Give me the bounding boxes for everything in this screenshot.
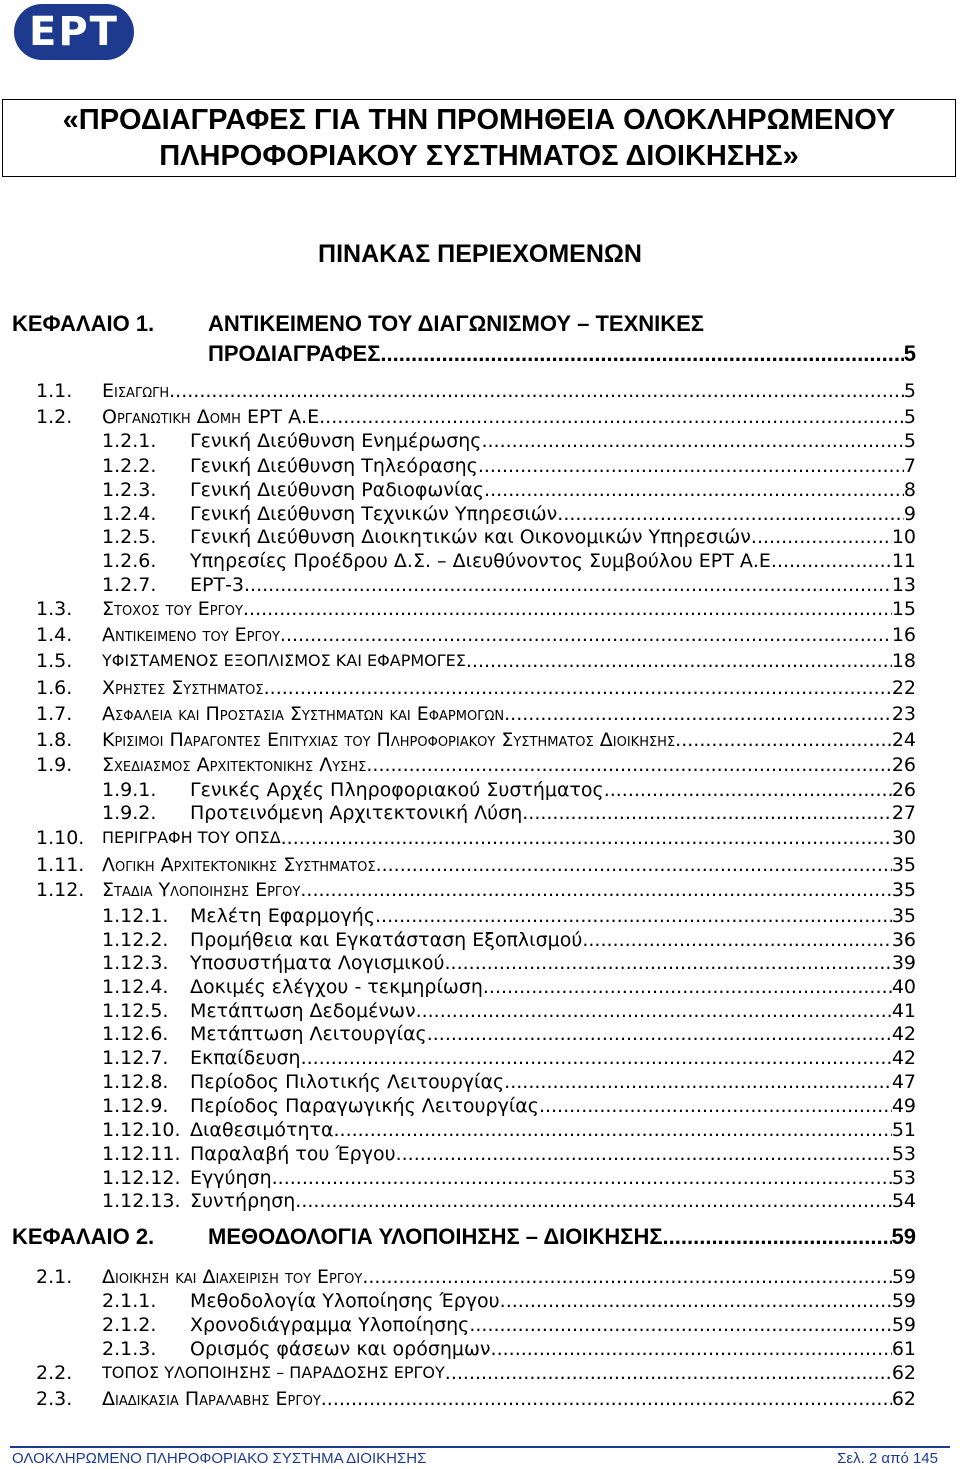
toc-entry-title: Προτεινόμενη Αρχιτεκτονική Λύση (190, 802, 523, 824)
toc-entry-number: 1.12.3. (102, 952, 169, 974)
toc-entry-number: 1.12.4. (102, 976, 169, 998)
toc-entry-page: 36 (891, 929, 916, 951)
toc-entry-title: Κρισιμοι Παραγοντες Επιτυχιας του Πληροφοριακου Συστηματος Διοικησης (102, 729, 676, 751)
leader-dots (445, 950, 892, 976)
toc-entry-title: Χρηστες Συστηματος (102, 677, 264, 699)
toc-entry[interactable] (36, 877, 916, 903)
toc-entry[interactable] (36, 701, 916, 727)
toc-entry-page: 10 (891, 526, 916, 548)
leader-dots (375, 903, 892, 929)
toc-entry-title: Εγγύηση (190, 1167, 272, 1189)
toc-entry-page: 42 (891, 1023, 916, 1045)
leader-dots (281, 825, 892, 851)
toc-entry-page: 27 (891, 802, 916, 824)
leader-dots (675, 727, 892, 753)
toc-entry-title: Ασφαλεια και Προστασια Συστηματων και Εφαρμογων (102, 703, 505, 725)
toc-entry[interactable] (36, 974, 916, 1000)
toc-entry-number: 1.12.7. (102, 1047, 169, 1069)
toc-entry[interactable] (36, 596, 916, 622)
toc-entry-page: 53 (891, 1143, 916, 1165)
toc-entry-page: 7 (903, 455, 916, 477)
toc-entry-page: 35 (891, 905, 916, 927)
toc-entry-number: 1.5. (36, 650, 73, 672)
toc-entry-page: 62 (891, 1362, 916, 1384)
chapter-1-label: ΚΕΦΑΛΑΙΟ 1. (12, 311, 155, 336)
document-title-line2: ΠΛΗΡΟΦΟΡΙΑΚΟΥ ΣΥΣΤΗΜΑΤΟΣ ΔΙΟΙΚΗΣΗΣ» (159, 140, 799, 172)
toc-entry[interactable] (36, 1021, 916, 1047)
toc-entry-page: 5 (903, 406, 916, 428)
toc-entry-page: 47 (891, 1071, 916, 1093)
toc-entry-page: 62 (891, 1388, 916, 1410)
toc-entry-title: Γενική Διεύθυνση Διοικητικών και Οικονομικών Υπηρεσιών (190, 526, 751, 548)
chapter-2-label: ΚΕΦΑΛΑΙΟ 2. (12, 1224, 155, 1249)
toc-entry[interactable] (36, 825, 916, 851)
toc-entry-title: Οργανωτικη Δομη ΕΡΤ Α.Ε. (102, 406, 326, 428)
toc-entry-number: 1.9.2. (102, 802, 157, 824)
document-title-box (2, 99, 956, 177)
toc-entry[interactable] (36, 852, 916, 878)
chapter-2-page: 59 (891, 1224, 916, 1249)
leader-dots (483, 974, 892, 1000)
toc-entry-title: Χρονοδιάγραμμα Υλοποίησης (190, 1314, 470, 1336)
toc-entry-page: 59 (891, 1290, 916, 1312)
leader-dots (376, 852, 892, 878)
toc-entry-page: 51 (891, 1119, 916, 1141)
chapter-1-page: 5 (903, 341, 916, 366)
toc-entry-number: 1.12. (36, 879, 85, 901)
toc-entry-title: ΤΟΠΟΣ ΥΛΟΠΟΙΗΣΗΣ – ΠΑΡΑΔΟΣΗΣ ΕΡΓΟΥ (102, 1363, 445, 1382)
leader-dots (539, 1093, 892, 1119)
toc-entry-title: Παραλαβή του Έργου (190, 1143, 396, 1165)
toc-entry-title: Διοικηση και Διαχειριση του Εργου (102, 1266, 363, 1288)
leader-dots (504, 1069, 892, 1095)
toc-entry-title: ΕΡΤ-3 (190, 574, 245, 596)
toc-entry-number: 1.11. (36, 854, 85, 876)
toc-entry-number: 1.12.5. (102, 1000, 169, 1022)
toc-entry[interactable] (36, 404, 916, 430)
toc-entry-title: Ορισμός φάσεων και ορόσημων (190, 1338, 491, 1360)
leader-dots (484, 477, 904, 503)
toc-entry-number: 1.12.9. (102, 1095, 169, 1117)
toc-entry-number: 1.2.4. (102, 503, 157, 525)
toc-entry[interactable] (36, 1141, 916, 1167)
leader-dots (500, 1288, 892, 1314)
leader-dots (321, 1386, 892, 1412)
chapter-2-heading[interactable] (12, 1222, 916, 1252)
leader-dots (362, 1264, 891, 1290)
leader-dots (663, 1222, 892, 1252)
toc-entry-number: 1.7. (36, 703, 73, 725)
leader-dots (478, 453, 904, 479)
toc-entry-number: 2.1.1. (102, 1290, 157, 1312)
toc-entry-page: 39 (891, 952, 916, 974)
toc-entry-title: Εισαγωγη (102, 380, 170, 402)
toc-entry[interactable] (36, 378, 916, 404)
toc-entry-number: 2.3. (36, 1388, 73, 1410)
toc-entry-number: 1.6. (36, 677, 73, 699)
toc-entry-title: Εκπαίδευση (190, 1047, 301, 1069)
toc-entry-page: 23 (891, 703, 916, 725)
toc-entry-title: Λογικη Αρχιτεκτονικης Συστηματος (102, 854, 376, 876)
toc-entry-page: 9 (903, 503, 916, 525)
toc-entry[interactable] (36, 800, 916, 826)
leader-dots (366, 752, 891, 778)
toc-entry-number: 1.4. (36, 624, 73, 646)
toc-entry-page: 16 (891, 624, 916, 646)
toc-entry[interactable] (36, 1312, 916, 1338)
toc-entry-number: 1.2.2. (102, 455, 157, 477)
toc-entry[interactable] (36, 453, 916, 479)
toc-entry[interactable] (36, 752, 916, 778)
toc-entry-title: Υπηρεσίες Προέδρου Δ.Σ. – Διευθύνοντος Συμβούλου ΕΡΤ Α.Ε. (190, 550, 777, 572)
toc-entry[interactable] (36, 1360, 916, 1386)
toc-entry-title: Προμήθεια και Εγκατάσταση Εξοπλισμού (190, 929, 583, 951)
toc-entry-title: Αντικειμενο του Εργου (102, 624, 280, 646)
toc-entry-number: 1.2.5. (102, 526, 157, 548)
toc-entry-number: 1.1. (36, 380, 73, 402)
toc-entry-number: 1.3. (36, 598, 73, 620)
toc-entry-title: Γενική Διεύθυνση Ραδιοφωνίας (190, 479, 485, 501)
toc-entry-number: 1.8. (36, 729, 73, 751)
toc-entry-page: 59 (891, 1266, 916, 1288)
toc-entry[interactable] (36, 950, 916, 976)
toc-entry-number: 1.12.1. (102, 905, 169, 927)
toc-entry-number: 1.12.2. (102, 929, 169, 951)
toc-entry-title: Μελέτη Εφαρμογής (190, 905, 375, 927)
leader-dots (777, 548, 892, 574)
toc-entry-title: ΥΦΙΣΤΑΜΕΝΟΣ ΕΞΟΠΛΙΣΜΟΣ ΚΑΙ ΕΦΑΡΜΟΓΕΣ (102, 651, 466, 670)
leader-dots (280, 622, 892, 648)
leader-dots (325, 404, 904, 430)
toc-entry[interactable] (36, 675, 916, 701)
toc-entry-number: 2.1.3. (102, 1338, 157, 1360)
toc-entry[interactable] (36, 1117, 916, 1143)
toc-entry-title: Συντήρηση (190, 1190, 296, 1212)
toc-entry-page: 35 (891, 854, 916, 876)
document-title-line1: «ΠΡΟΔΙΑΓΡΑΦΕΣ ΓΙΑ ΤΗΝ ΠΡΟΜΗΘΕΙΑ ΟΛΟΚΛΗΡΩΜΕΝΟΥ (62, 104, 896, 136)
toc-entry[interactable] (36, 903, 916, 929)
leader-dots (301, 1045, 892, 1071)
toc-entry[interactable] (36, 648, 916, 674)
chapter-1-title-line2: ΠΡΟΔΙΑΓΡΑΦΕΣ (208, 341, 381, 366)
leader-dots (466, 648, 892, 674)
toc-entry-title: Γενική Διεύθυνση Τεχνικών Υπηρεσιών (190, 503, 558, 525)
toc-entry-title: Διαδικασια Παραλαβης Εργου (102, 1388, 321, 1410)
leader-dots (333, 1117, 891, 1143)
toc-entry-number: 1.12.10. (102, 1119, 181, 1141)
toc-entry-page: 26 (891, 754, 916, 776)
leader-dots (751, 524, 892, 550)
leader-dots (504, 701, 892, 727)
toc-entry-page: 54 (891, 1190, 916, 1212)
toc-entry-title: Γενική Διεύθυνση Ενημέρωσης (190, 430, 482, 452)
toc-entry-page: 15 (891, 598, 916, 620)
toc-entry[interactable] (36, 1386, 916, 1412)
toc-entry-page: 61 (891, 1338, 916, 1360)
leader-dots (169, 378, 904, 404)
toc-entry-title: Γενικές Αρχές Πληροφοριακού Συστήματος (190, 779, 604, 801)
chapter-1-heading[interactable] (12, 309, 952, 339)
toc-entry-page: 42 (891, 1047, 916, 1069)
toc-entry-page: 11 (891, 550, 916, 572)
toc-entry[interactable] (36, 572, 916, 598)
leader-dots (522, 800, 892, 826)
toc-entry[interactable] (36, 1093, 916, 1119)
toc-entry-page: 59 (891, 1314, 916, 1336)
toc-entry-number: 2.1. (36, 1266, 73, 1288)
toc-entry[interactable] (36, 524, 916, 550)
toc-entry-page: 41 (891, 1000, 916, 1022)
leader-dots (243, 596, 892, 622)
toc-entry-page: 5 (903, 380, 916, 402)
toc-entry-page: 40 (891, 976, 916, 998)
toc-entry-title: Δοκιμές ελέγχου - τεκμηρίωση (190, 976, 483, 998)
leader-dots (491, 1336, 892, 1362)
footer-title: ΟΛΟΚΛΗΡΩΜΕΝΟ ΠΛΗΡΟΦΟΡΙΑΚΟ ΣΥΣΤΗΜΑ ΔΙΟΙΚΗΣΗΣ (12, 1450, 427, 1467)
toc-entry-number: 1.2.1. (102, 430, 157, 452)
toc-entry[interactable] (36, 428, 916, 454)
toc-entry-number: 1.12.13. (102, 1190, 181, 1212)
toc-entry-title: Μεθοδολογία Υλοποίησης Έργου (190, 1290, 500, 1312)
chapter-1-title-line1: ΑΝΤΙΚΕΙΜΕΝΟ ΤΟΥ ΔΙΑΓΩΝΙΣΜΟΥ – ΤΕΧΝΙΚΕΣ (208, 311, 705, 336)
leader-dots (380, 339, 903, 369)
toc-entry-title: Στοχος του Εργου (102, 598, 243, 620)
leader-dots (469, 1312, 891, 1338)
toc-entry-number: 1.2.7. (102, 574, 157, 596)
toc-entry-page: 5 (903, 430, 916, 452)
toc-entry[interactable] (36, 1288, 916, 1314)
toc-entry[interactable] (36, 1264, 916, 1290)
toc-entry-number: 1.12.8. (102, 1071, 169, 1093)
toc-entry-title: Μετάπτωση Λειτουργίας (190, 1023, 427, 1045)
toc-entry-number: 1.12.6. (102, 1023, 169, 1045)
toc-entry-page: 30 (891, 827, 916, 849)
toc-entry-title: Γενική Διεύθυνση Τηλεόρασης (190, 455, 478, 477)
leader-dots (396, 1141, 892, 1167)
toc-entry-number: 1.2. (36, 406, 73, 428)
toc-entry[interactable] (36, 1336, 916, 1362)
toc-entry-page: 35 (891, 879, 916, 901)
chapter-1-heading-cont[interactable] (12, 339, 916, 369)
toc-entry-number: 1.12.11. (102, 1143, 181, 1165)
toc-entry-number: 1.10. (36, 827, 85, 849)
toc-entry-number: 2.2. (36, 1362, 73, 1384)
toc-entry-page: 26 (891, 779, 916, 801)
toc-entry-page: 49 (891, 1095, 916, 1117)
toc-entry-number: 1.2.6. (102, 550, 157, 572)
footer-page-number: Σελ. 2 από 145 (837, 1450, 938, 1467)
leader-dots (300, 877, 891, 903)
leader-dots (445, 1360, 892, 1386)
leader-dots (264, 675, 892, 701)
toc-entry-page: 13 (891, 574, 916, 596)
toc-entry-title: Περίοδος Πιλοτικής Λειτουργίας (190, 1071, 505, 1093)
toc-entry-page: 8 (903, 479, 916, 501)
toc-entry-number: 1.9. (36, 754, 73, 776)
toc-entry-title: Μετάπτωση Δεδομένων (190, 1000, 416, 1022)
leader-dots (244, 572, 892, 598)
toc-entry[interactable] (36, 548, 916, 574)
toc-entry-number: 1.2.3. (102, 479, 157, 501)
toc-entry-page: 18 (891, 650, 916, 672)
footer-rule (10, 1446, 950, 1448)
toc-entry-title: Σχεδιασμος Αρχιτεκτονικης Λυσης (102, 754, 367, 776)
chapter-2-title: ΜΕΘΟΔΟΛΟΓΙΑ ΥΛΟΠΟΙΗΣΗΣ – ΔΙΟΙΚΗΣΗΣ (208, 1224, 663, 1249)
leader-dots (481, 428, 903, 454)
toc-entry-number: 2.1.2. (102, 1314, 157, 1336)
toc-entry[interactable] (36, 1045, 916, 1071)
toc-entry[interactable] (36, 1069, 916, 1095)
ert-logo: ΕΡΤ (14, 4, 134, 60)
toc-entry[interactable] (36, 622, 916, 648)
toc-entry-page: 22 (891, 677, 916, 699)
toc-entry-title: ΠΕΡΙΓΡΑΦΗ ΤΟΥ ΟΠΣΔ (102, 828, 281, 847)
toc-heading: ΠΙΝΑΚΑΣ ΠΕΡΙΕΧΟΜΕΝΩΝ (318, 240, 642, 268)
leader-dots (295, 1188, 892, 1214)
toc-entry-number: 1.12.12. (102, 1167, 181, 1189)
toc-entry-page: 53 (891, 1167, 916, 1189)
toc-entry[interactable] (36, 477, 916, 503)
toc-entry-page: 24 (891, 729, 916, 751)
toc-entry-title: Υποσυστήματα Λογισμικού (190, 952, 445, 974)
toc-entry-title: Σταδια Υλοποιησης Εργου (102, 879, 301, 901)
toc-entry-number: 1.9.1. (102, 779, 157, 801)
toc-entry[interactable] (36, 1188, 916, 1214)
toc-entry-title: Διαθεσιμότητα (190, 1119, 334, 1141)
toc-entry-title: Περίοδος Παραγωγικής Λειτουργίας (190, 1095, 539, 1117)
leader-dots (427, 1021, 892, 1047)
toc-entry[interactable] (36, 727, 916, 753)
